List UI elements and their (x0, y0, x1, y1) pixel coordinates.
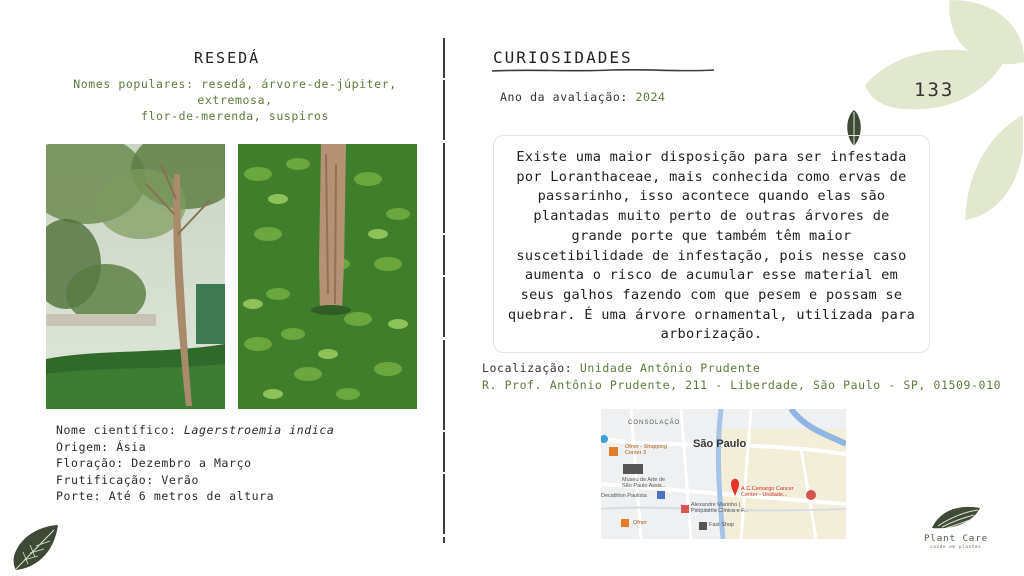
map-poi-4-line2: Center - Unidade... (741, 492, 788, 498)
photo-tree-trunk-groundcover (238, 144, 417, 409)
page-number: 133 (914, 79, 955, 101)
fruiting-label: Frutificação: (56, 472, 154, 487)
plant-details (56, 422, 334, 505)
map-poi-2-line2: São Paulo Assis... (622, 483, 667, 489)
map-poi-4 (741, 486, 794, 498)
leaf-icon-bottom-left (10, 522, 62, 572)
location-address: R. Prof. Antônio Prudente, 211 - Liberdade, São Paulo - SP, 01509-010 (482, 377, 1002, 392)
popular-names-line2: flor-de-merenda, suspiros (140, 109, 330, 123)
map-poi-5 (691, 502, 748, 514)
brand-name: Plant Care (924, 534, 989, 544)
location-label: Localização: (482, 361, 573, 375)
evaluation-year-value: 2024 (635, 90, 666, 104)
map-poi-3: Decathlon Paulista (601, 493, 647, 499)
curiosities-title: CURIOSIDADES (493, 48, 633, 67)
map-poi-1-line1: Ofner - Shopping (625, 444, 667, 450)
brand-tagline: saúde em plantas (930, 545, 982, 550)
map-poi-1-line2: Center 3 (625, 450, 647, 456)
location-block (482, 360, 1001, 393)
location-unit: Unidade Antônio Prudente (579, 361, 761, 375)
map-city: São Paulo (693, 438, 747, 450)
scientific-name: Lagerstroemia indica (183, 423, 335, 437)
evaluation-year (500, 90, 666, 104)
fruiting-row (56, 472, 334, 489)
map-poi-2-line1: Museu de Arte de (622, 477, 666, 483)
scientific-name-row (56, 422, 334, 439)
map-district: CONSOLAÇÃO (628, 420, 681, 426)
evaluation-year-label: Ano da avaliação: (500, 90, 628, 104)
popular-names-label: Nomes populares: (73, 77, 194, 91)
scientific-name-label: Nome científico: (56, 423, 177, 437)
photo-tree-canopy (46, 144, 225, 409)
location-map[interactable] (601, 409, 846, 539)
map-poi-5-line2: Psiquiatria Clínica e F... (691, 508, 749, 514)
map-poi-7: Fast Shop (709, 522, 735, 528)
curiosity-text: Existe uma maior disposição para ser infestada por Loranthaceae, mais conhecida como ervas de passarinho, isso acontece quando elas são plantadas muito perto de outras árvores de grande porte que também têm maior suscetibilidade de infestação, pois nesse caso aumenta o risco de acumular esse material em seus galhos fazendo com que pesem e possam se quebrar. É uma árvore ornamental, utilizada para arborização. (493, 135, 930, 353)
flowering-label: Floração: (56, 456, 124, 470)
map-poi-5-line1: Alexandre Marinho | (691, 502, 741, 508)
fruiting-value: Verão (161, 472, 199, 487)
size-row (56, 488, 334, 505)
map-poi-4-line1: A.C.Camargo Cancer (741, 486, 794, 492)
flowering-value: Dezembro a Março (131, 456, 252, 470)
popular-names (36, 76, 434, 124)
location-row (482, 360, 1001, 377)
map-poi-6: Ofner (633, 520, 647, 526)
origin-label: Origem: (56, 439, 109, 454)
size-label: Porte: (56, 489, 102, 503)
origin-row (56, 439, 334, 456)
size-value: Até 6 metros de altura (108, 489, 275, 503)
vertical-divider (441, 38, 447, 543)
plant-title: RESEDÁ (194, 49, 261, 67)
flowering-row (56, 455, 334, 472)
popular-names-line1: resedá, árvore-de-júpiter, extremosa, (197, 77, 397, 107)
plant-care-logo-icon (930, 502, 982, 532)
map-poi-2 (622, 477, 666, 489)
map-poi-1 (625, 444, 667, 456)
origin-value: Ásia (116, 439, 147, 454)
title-underline (492, 68, 714, 74)
